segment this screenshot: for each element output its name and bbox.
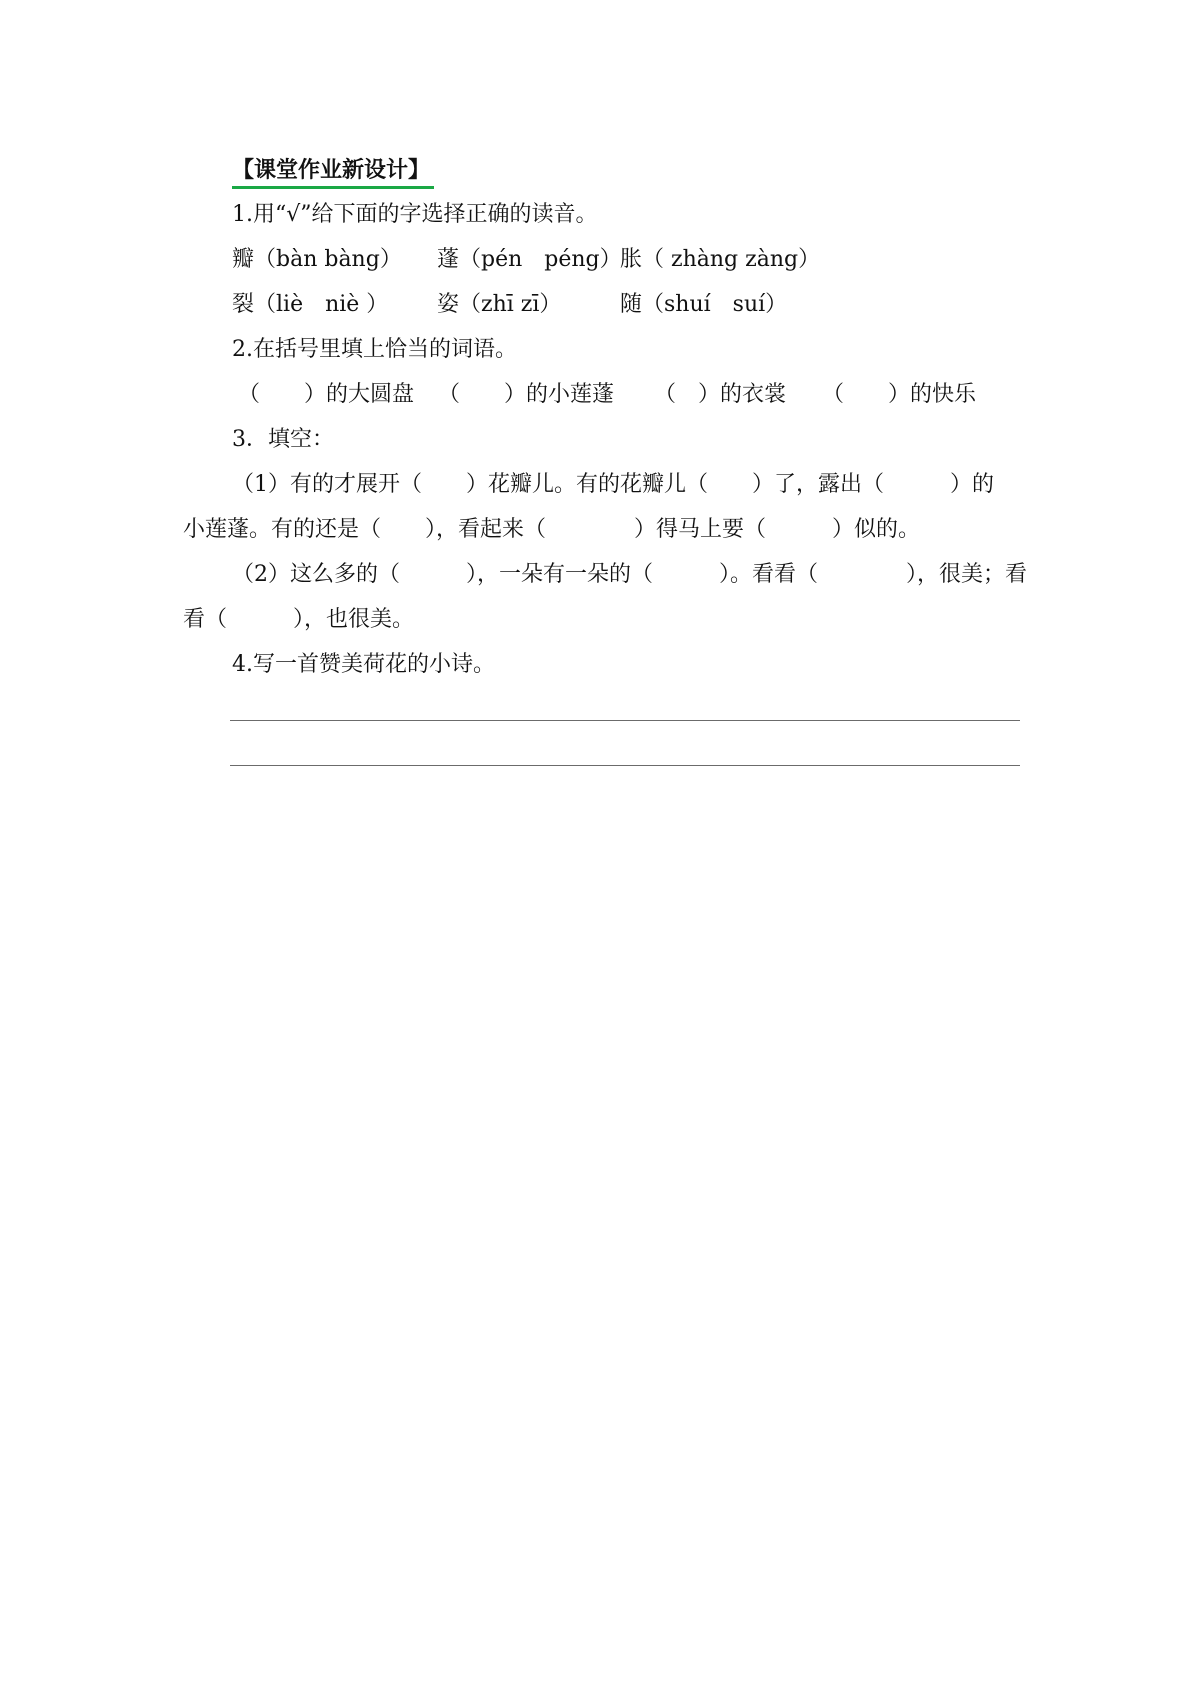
q3-paragraph2-line2: 看（ ），也很美。 — [183, 607, 415, 632]
q2-item: （ ）的小莲蓬 — [438, 382, 615, 407]
q2-item: （ ）的衣裳 — [654, 382, 787, 407]
answer-line — [230, 765, 1020, 766]
q2-item: （ ）的大圆盘 — [238, 382, 415, 407]
q1-row2-item2: 姿（zhī zī） — [437, 292, 562, 317]
q2-prompt: 2.在括号里填上恰当的词语。 — [232, 337, 517, 362]
answer-line — [230, 720, 1020, 721]
q2-item: （ ）的快乐 — [822, 382, 977, 407]
q3-paragraph1-line1: （1）有的才展开（ ）花瓣儿。有的花瓣儿（ ）了，露出（ ）的 — [232, 472, 994, 497]
q1-row2-item1: 裂（liè niè ） — [232, 292, 389, 317]
section-heading: 【课堂作业新设计】 — [232, 156, 434, 189]
q1-row1-item1: 瓣（bàn bàng） — [232, 247, 402, 272]
q1-row1-item2: 蓬（pén péng） — [437, 247, 622, 272]
q3-paragraph1-line2: 小莲蓬。有的还是（ ），看起来（ ）得马上要（ ）似的。 — [183, 517, 921, 542]
q3-paragraph2-line1: （2）这么多的（ ），一朵有一朵的（ ）。看看（ ），很美；看 — [232, 562, 1027, 587]
q1-prompt: 1.用“√”给下面的字选择正确的读音。 — [232, 202, 598, 227]
q4-prompt: 4.写一首赞美荷花的小诗。 — [232, 652, 495, 677]
q1-row1-item3: 胀（ zhàng zàng） — [620, 247, 821, 272]
q3-prompt: 3．填空： — [232, 427, 334, 452]
q1-row2-item3: 随（shuí suí） — [620, 292, 788, 317]
section-heading-wrap — [232, 156, 434, 189]
